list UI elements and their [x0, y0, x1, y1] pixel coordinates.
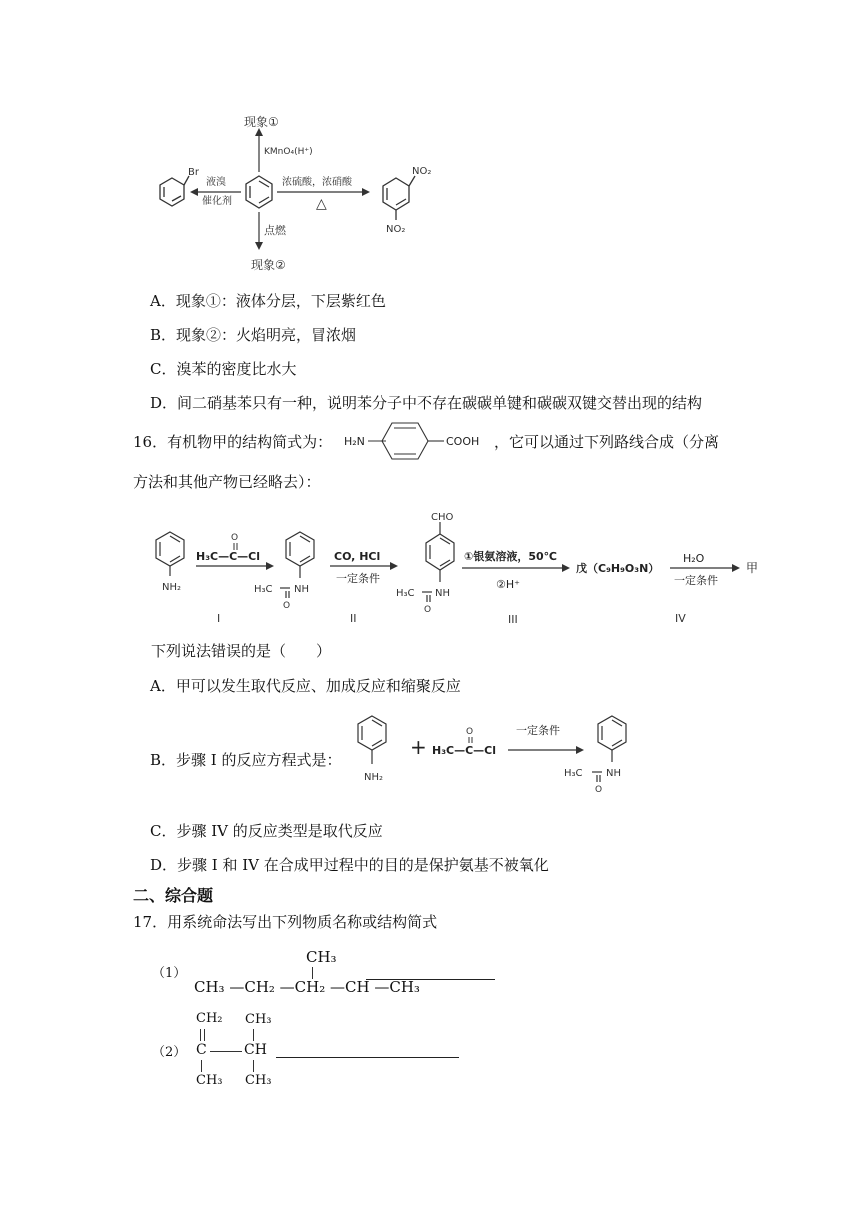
section-heading: 二、综合题 [133, 886, 214, 905]
q17-s2-c: C [196, 1042, 207, 1058]
q16-option-d: D．步骤 I 和 IV 在合成甲过程中的目的是保护氨基不被氧化 [150, 856, 549, 874]
catalyst-label: 催化剂 [202, 196, 232, 207]
compound-jia-structure [344, 418, 486, 462]
q17-s1-main-chain: CH₃ —CH₂ —CH₂ —CH —CH₃ [194, 978, 420, 996]
condition-label-4: 一定条件 [674, 574, 718, 587]
q15-option-a: A．现象①：液体分层，下层紫红色 [150, 292, 386, 310]
q16-prompt: 下列说法错误的是（ ） [151, 642, 332, 660]
cho-label: CHO [431, 512, 454, 523]
nh-label-2: NH [435, 588, 450, 599]
compound-jia-label: 甲 [746, 561, 759, 575]
q17-item2-label: （2） [152, 1045, 187, 1060]
liquid-bromine-label: 液溴 [206, 177, 226, 188]
q17-s2-c-ch-bond [210, 1051, 242, 1052]
acetyl-chloride-label-b: H₃C—C—Cl [432, 744, 497, 757]
nh2-label: NH₂ [162, 582, 182, 593]
q17-s2-double-bond-a [200, 1029, 201, 1041]
bromobenzene [160, 176, 189, 206]
acetyl-chloride-label: H₃C—C—Cl [196, 550, 261, 563]
h-plus-label: ②H⁺ [496, 578, 520, 591]
q17-answer-blank-1[interactable] [366, 979, 495, 980]
h3c-label-2: H₃C [396, 588, 415, 599]
q16-option-b: B．步骤 I 的反应方程式是： [150, 751, 342, 769]
q16-stem-part2: ，它可以通过下列路线合成（分离 [494, 433, 720, 451]
phenomenon2-label: 现象② [251, 258, 286, 272]
q17-answer-blank-2[interactable] [276, 1057, 459, 1058]
nh-label-1: NH [294, 584, 309, 595]
condition-label-b: 一定条件 [516, 724, 560, 737]
phenomenon1-label: 现象① [244, 115, 279, 129]
q17-item1-label: （1） [152, 966, 187, 981]
h3c-label-1: H₃C [254, 584, 273, 595]
step4-label: IV [675, 612, 686, 625]
q17-s2-ch3-right: CH₃ [245, 1073, 272, 1088]
nh2-label-b: NH₂ [364, 772, 384, 783]
cooh-label: COOH [446, 435, 480, 448]
step1-label: I [217, 612, 221, 625]
q16-synthesis-route [140, 502, 770, 630]
q16-option-a: A．甲可以发生取代反应、加成反应和缩聚反应 [150, 677, 461, 695]
step2-label: II [350, 612, 357, 625]
acids-label: 浓硫酸，浓硝酸 [282, 177, 352, 188]
condition-label-2: 一定条件 [336, 572, 380, 585]
br-label: Br [188, 167, 199, 178]
q17-s2-top-bond [253, 1029, 254, 1041]
q17-s2-ch: CH [244, 1042, 267, 1058]
q15-option-c: C．溴苯的密度比水大 [150, 360, 297, 378]
heat-label: △ [316, 196, 327, 212]
water-label: H₂O [683, 552, 705, 565]
o-label-1: O [231, 533, 239, 543]
h3c-label-b: H₃C [564, 768, 583, 779]
no2-bottom-label: NO₂ [386, 224, 406, 235]
q17-s2-ch3-top: CH₃ [245, 1012, 272, 1027]
q17-stem: 17．用系统命法写出下列物质名称或结构简式 [133, 913, 438, 931]
q17-s1-branch: CH₃ [306, 948, 337, 966]
kmno4-label: KMnO₄(H⁺) [264, 147, 313, 157]
ignite-label: 点燃 [264, 224, 286, 237]
aniline-reactant [358, 716, 386, 764]
co-hcl-label: CO, HCl [334, 550, 381, 563]
o-label-b1: O [466, 727, 474, 737]
q16-stem-part3: 方法和其他产物已经略去）： [133, 473, 321, 491]
o-label-2: O [283, 601, 291, 611]
nh-label-b: NH [606, 768, 621, 779]
q17-s2-double-bond-b [204, 1029, 205, 1041]
q16-stem-part1: 16．有机物甲的结构简式为： [133, 433, 333, 451]
q15-reaction-scheme [140, 104, 460, 276]
aniline [156, 532, 184, 576]
q15-option-b: B．现象②：火焰明亮，冒浓烟 [150, 326, 357, 344]
q17-s2-ch3-left: CH₃ [196, 1073, 223, 1088]
h2n-label: H₂N [344, 435, 365, 448]
q17-s2-left-bottom-bond [201, 1060, 202, 1072]
benzene-center [246, 176, 272, 208]
o-label-3: O [424, 605, 432, 615]
step3-label: III [508, 613, 518, 626]
m-dinitrobenzene [383, 176, 415, 220]
q17-s2-right-bottom-bond [253, 1060, 254, 1072]
no2-top-label: NO₂ [412, 166, 432, 177]
q16-option-c: C．步骤 IV 的反应类型是取代反应 [150, 822, 383, 840]
silver-ammonia-label: ①银氨溶液，50℃ [464, 550, 557, 563]
q16-option-b-equation [350, 712, 650, 802]
compound-wu-label: 戊（C₉H₉O₃N） [576, 562, 660, 575]
o-label-b2: O [595, 785, 603, 795]
q15-option-d: D．间二硝基苯只有一种，说明苯分子中不存在碳碳单键和碳碳双键交替出现的结构 [150, 394, 703, 412]
plus-sign: + [410, 735, 427, 759]
q17-s2-ch2: CH₂ [196, 1011, 223, 1026]
